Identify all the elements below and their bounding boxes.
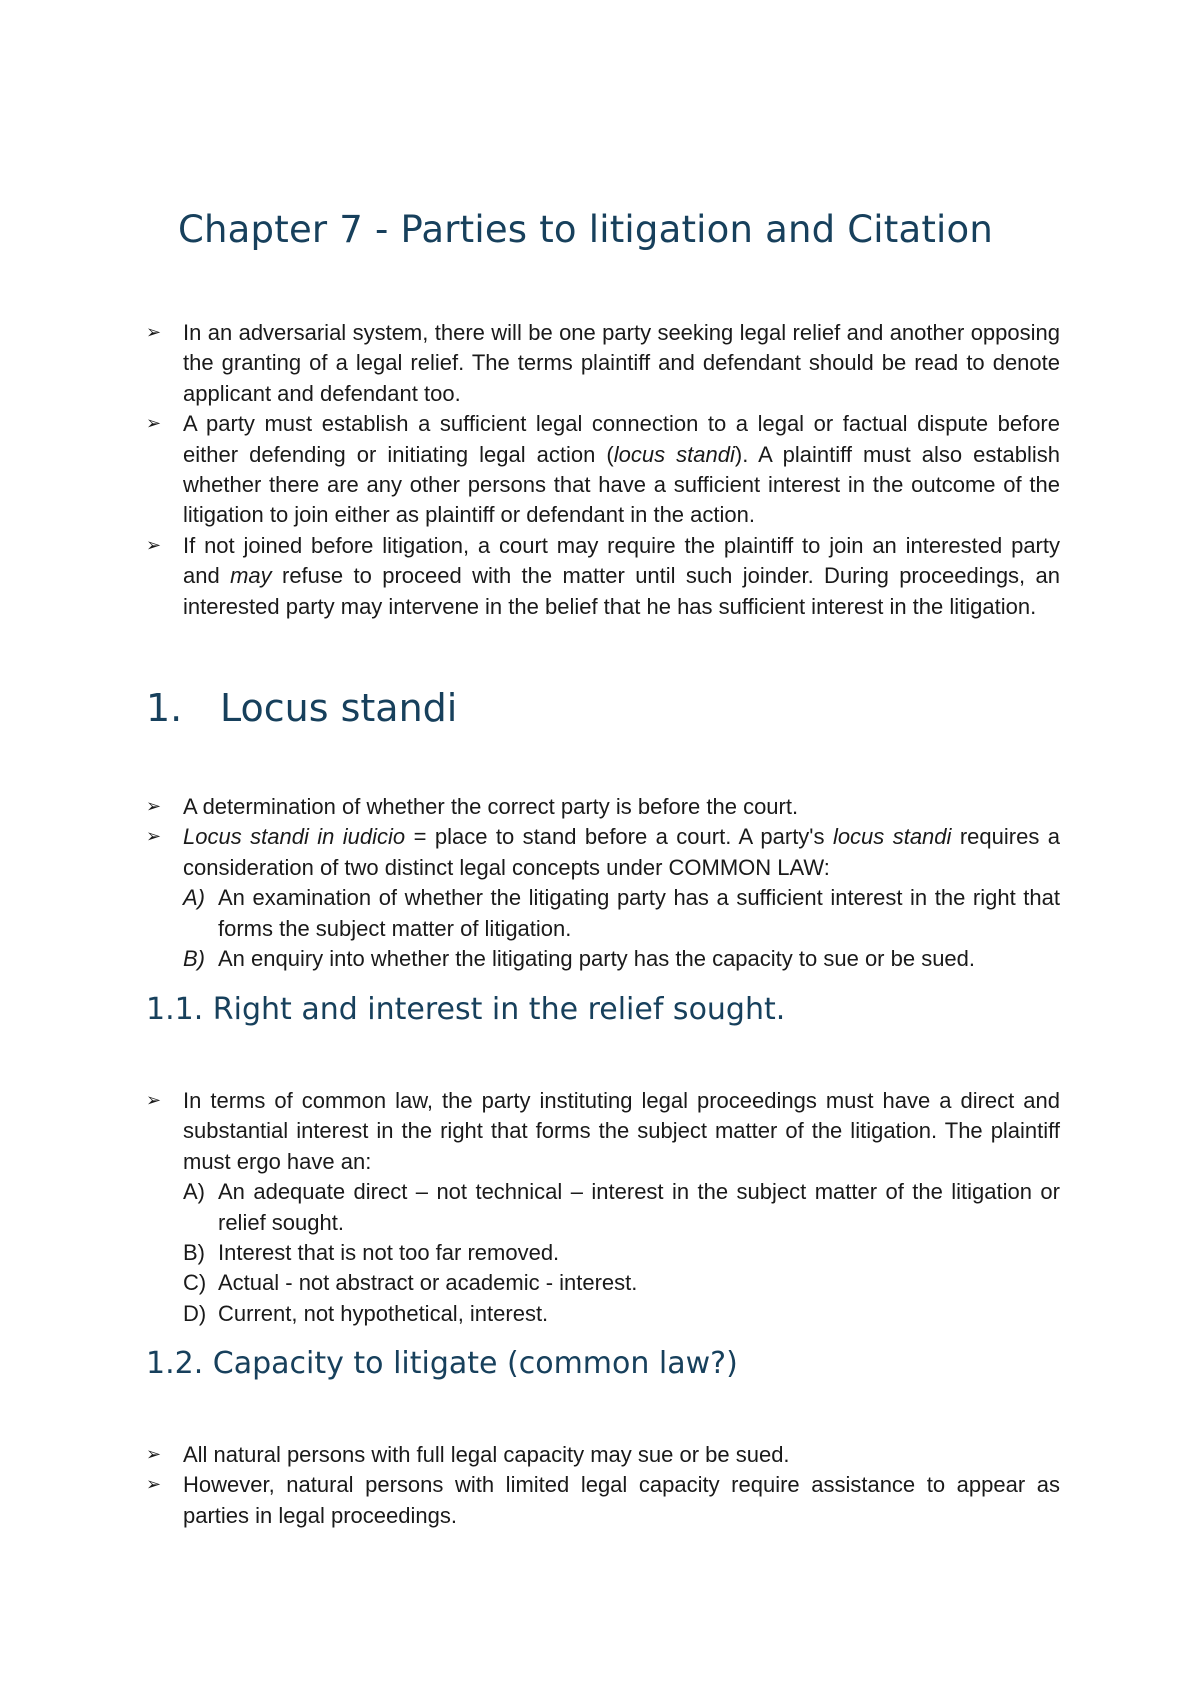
italic-term: Locus standi in iudicio: [183, 824, 406, 850]
intro-bullet-list: [146, 318, 1060, 622]
italic-term: locus standi: [613, 441, 735, 467]
arrow-bullet-icon: ➢: [146, 1090, 162, 1111]
lettered-item: [146, 1268, 1060, 1298]
lettered-item: [146, 1238, 1060, 1268]
arrow-bullet-icon: ➢: [146, 1474, 162, 1496]
bullet-text: [183, 824, 1060, 879]
italic-term: locus standi: [832, 824, 952, 850]
list-item: [146, 1440, 1060, 1470]
item-letter: B): [183, 1240, 205, 1266]
arrow-bullet-icon: ➢: [146, 534, 162, 556]
bullet-text: All natural persons with full legal capacity may sue or be sued.: [183, 1442, 790, 1467]
section1-bullet-list: [146, 792, 1060, 974]
list-item: [146, 318, 1060, 409]
section-title: Locus standi: [220, 686, 458, 730]
arrow-bullet-icon: ➢: [146, 826, 162, 848]
list-item: [146, 792, 1060, 822]
italic-term: may: [230, 563, 272, 589]
subsection-heading-capacity-to-litigate: 1.2. Capacity to litigate (common law?): [146, 1346, 738, 1381]
bullet-text: However, natural persons with limited legal capacity require assistance to appear as parties in legal proceedings.: [183, 1472, 1060, 1528]
list-item: [146, 531, 1060, 622]
text-run: A party must establish a sufficient legal connection to a legal or factual dispute before either defending or initiating legal action (: [183, 411, 1060, 467]
list-item: [146, 1086, 1060, 1177]
arrow-bullet-icon: ➢: [146, 322, 162, 343]
arrow-bullet-icon: ➢: [146, 796, 162, 817]
arrow-bullet-icon: ➢: [146, 1444, 162, 1465]
section1-2-bullet-list: [146, 1440, 1060, 1531]
text-run: If not joined before litigation, a court may require the plaintiff to join an interested party and: [183, 532, 1060, 589]
item-text: An adequate direct – not technical – interest in the subject matter of the litigation or relief sought.: [218, 1179, 1060, 1235]
section-heading-locus-standi: [146, 686, 457, 730]
lettered-item: [146, 944, 1060, 974]
lettered-item: [146, 883, 1060, 944]
list-item: [146, 1470, 1060, 1531]
item-text: Actual - not abstract or academic - interest.: [218, 1270, 638, 1296]
item-letter: A): [183, 885, 205, 911]
bullet-text: A determination of whether the correct party is before the court.: [183, 794, 799, 819]
bullet-text: [183, 411, 1060, 527]
item-letter: D): [183, 1300, 207, 1326]
item-text: Current, not hypothetical, interest.: [218, 1300, 549, 1326]
lettered-item: [146, 1177, 1060, 1238]
bullet-text: [183, 533, 1060, 619]
arrow-bullet-icon: ➢: [146, 413, 162, 435]
chapter-title: Chapter 7 - Parties to litigation and Citation: [178, 208, 994, 251]
bullet-text: In an adversarial system, there will be one party seeking legal relief and another opposing the granting of a legal relief. The terms plaintiff and defendant should be read to denote applicant and defendant too.: [183, 320, 1060, 406]
text-run: refuse to proceed with the matter until such joinder. During proceedings, an interested party may intervene in the belief that he has sufficient interest in the litigation.: [183, 563, 1061, 619]
bullet-text: In terms of common law, the party instituting legal proceedings must have a direct and substantial interest in the right that forms the subject matter of the litigation. The plaintiff must ergo have an:: [183, 1088, 1060, 1174]
section-number: 1.: [146, 686, 183, 730]
item-text: Interest that is not too far removed.: [218, 1240, 560, 1266]
text-run: = place to stand before a court. A party's: [405, 824, 833, 850]
item-letter: C): [183, 1270, 207, 1296]
item-text: An enquiry into whether the litigating party has the capacity to sue or be sued.: [218, 946, 976, 972]
subsection-heading-right-and-interest: 1.1. Right and interest in the relief sought.: [146, 992, 786, 1027]
text-run: ). A plaintiff must also establish whether there are any other persons that have a sufficient interest in the outcome of the litigation to join either as plaintiff or defendant in the action.: [183, 441, 1060, 528]
list-item: [146, 409, 1060, 531]
section1-1-bullet-list: [146, 1086, 1060, 1329]
item-letter: B): [183, 946, 205, 972]
list-item: [146, 822, 1060, 883]
item-letter: A): [183, 1179, 205, 1205]
lettered-item: [146, 1299, 1060, 1329]
item-text: An examination of whether the litigating party has a sufficient interest in the right that forms the subject matter of litigation.: [218, 885, 1060, 941]
text-run: requires a consideration of two distinct legal concepts under COMMON LAW:: [183, 824, 1060, 880]
